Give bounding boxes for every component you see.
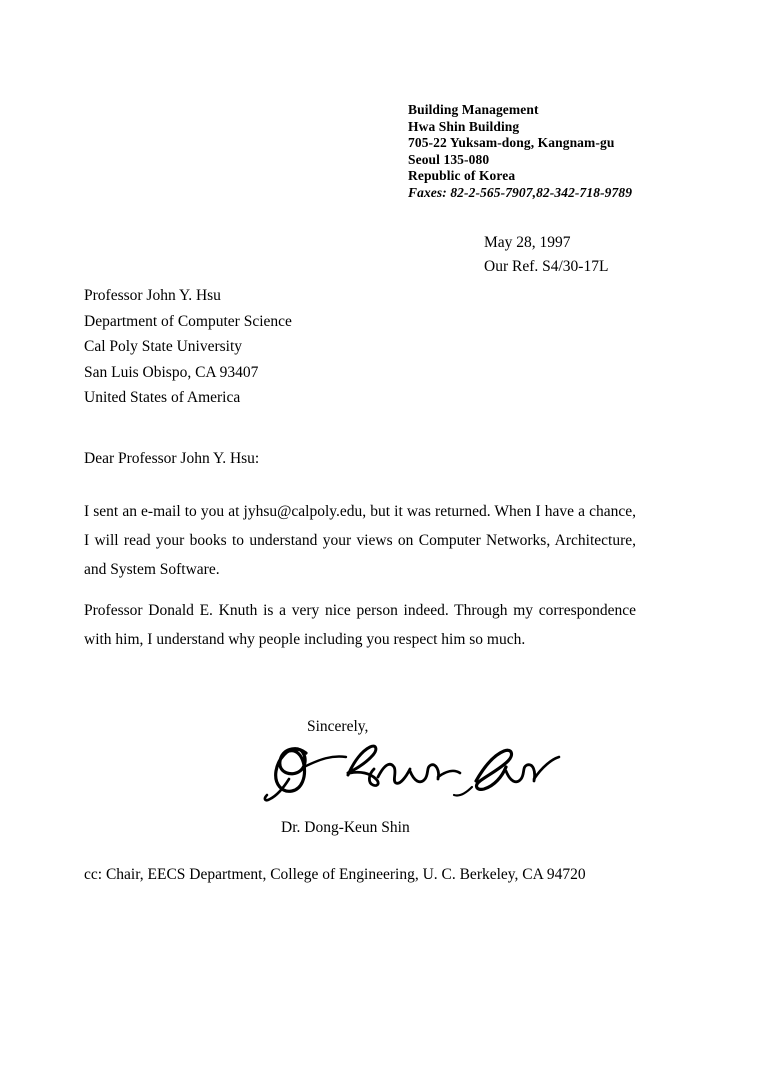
letter-reference: Our Ref. S4/30-17L	[484, 258, 609, 275]
recipient-address	[84, 283, 292, 411]
date-block	[484, 231, 608, 279]
recipient-line-5: United States of America	[84, 389, 241, 406]
cc-line: cc: Chair, EECS Department, College of Engineering, U. C. Berkeley, CA 94720	[84, 866, 586, 883]
letterhead-line-2: Hwa Shin Building	[408, 118, 520, 134]
letterhead-line-4: Seoul 135-080	[408, 151, 490, 167]
salutation: Dear Professor John Y. Hsu:	[84, 450, 260, 467]
body-paragraph-2: Professor Donald E. Knuth is a very nice person indeed. Through my correspondence with him, I understand why people including you respect him so much.	[84, 602, 636, 648]
letterhead-block	[408, 102, 632, 201]
signer-name: Dr. Dong-Keun Shin	[281, 819, 410, 836]
letterhead-line-3: 705-22 Yuksam-dong, Kangnam-gu	[408, 135, 615, 150]
letterhead-line-1: Building Management	[408, 102, 539, 117]
body-paragraph-1: I sent an e-mail to you at jyhsu@calpoly.edu, but it was returned. When I have a chance, I will read your books to understand your views on Computer Networks, Architecture, and System Software.	[84, 503, 636, 578]
letter-date: May 28, 1997	[484, 234, 571, 251]
recipient-line-3: Cal Poly State University	[84, 338, 243, 355]
recipient-line-2: Department of Computer Science	[84, 312, 292, 330]
signature-icon	[262, 737, 562, 807]
letterhead-line-5: Republic of Korea	[408, 168, 516, 183]
recipient-line-1: Professor John Y. Hsu	[84, 287, 221, 304]
recipient-line-4: San Luis Obispo, CA 93407	[84, 363, 259, 381]
valediction: Sincerely,	[307, 718, 369, 735]
letterhead-faxes: Faxes: 82-2-565-7907,82-342-718-9789	[408, 184, 633, 200]
